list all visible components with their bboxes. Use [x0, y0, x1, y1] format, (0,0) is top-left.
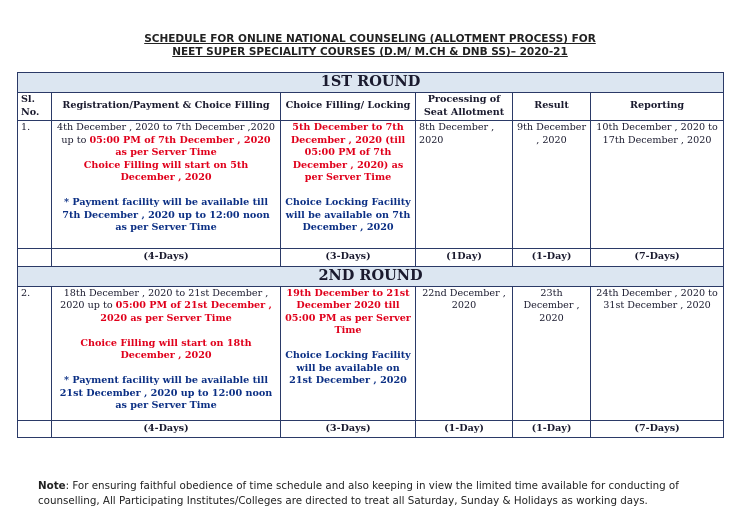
round-1-duration-reporting: (7-Days): [591, 249, 724, 267]
schedule-table: [17, 72, 724, 438]
round-2-header-row: [18, 266, 724, 286]
round-2-processing-date: 22nd December , 2020: [416, 286, 513, 420]
round-1-schedule-row: [18, 121, 724, 249]
round-1-choice-filling-window: 5th December to 7th December , 2020 (till 05:00 PM of 7th December , 2020) as per Server Time: [290, 122, 406, 183]
round-1-duration-processing: (1Day): [416, 249, 513, 267]
round-2-duration-processing: (1-Day): [416, 420, 513, 438]
round-2-title: 2ND ROUND: [18, 266, 724, 286]
round-2-choice-filling-start: Choice Filling will start on 18th December , 2020: [80, 337, 252, 361]
round-2-result-date: 23th December , 2020: [513, 286, 591, 420]
round-2-choice-filling-window: 19th December to 21st December 2020 till 05:00 PM as per Server Time: [285, 287, 411, 336]
round-2-duration-blank: [18, 420, 52, 438]
header-choice-filling: Choice Filling/ Locking: [281, 93, 416, 121]
round-1-processing-date: 8th December , 2020: [416, 121, 513, 249]
round-1-duration-registration: (4-Days): [52, 249, 281, 267]
round-1-registration-deadline: 05:00 PM of 7th December , 2020 as per Server Time: [89, 134, 271, 158]
header-registration: Registration/Payment & Choice Filling: [52, 93, 281, 121]
round-1-registration-dates: 4th December , 2020 to 7th December ,2020 up to: [56, 122, 276, 146]
round-1-result-date: 9th December , 2020: [513, 121, 591, 249]
document-title-line-1: SCHEDULE FOR ONLINE NATIONAL COUNSELING (ALLOTMENT PROCESS) FOR: [144, 33, 596, 45]
round-2-duration-row: [18, 420, 724, 438]
round-1-header-row: [18, 73, 724, 93]
round-2-schedule-row: [18, 286, 724, 420]
round-2-registration-dates: 18th December , 2020 to 21st December , 2020 up to: [60, 287, 269, 311]
note-label: Note: [38, 480, 66, 492]
round-2-sl-no: 2.: [18, 286, 52, 420]
round-1-choice-locking-note: Choice Locking Facility will be available on 7th December , 2020: [285, 197, 411, 233]
round-2-choice-cell: [281, 286, 416, 420]
round-1-title: 1ST ROUND: [18, 73, 724, 93]
round-1-duration-row: [18, 249, 724, 267]
round-2-reporting-dates: 24th December , 2020 to 31st December , 2020: [591, 286, 724, 420]
round-1-duration-choice: (3-Days): [281, 249, 416, 267]
header-result: Result: [513, 93, 591, 121]
column-header-row: [18, 93, 724, 121]
round-1-payment-note: * Payment facility will be available till 7th December , 2020 up to 12:00 noon as per Server Time: [62, 197, 270, 233]
header-processing: Processing of Seat Allotment: [416, 93, 513, 121]
note-text: : For ensuring faithful obedience of time schedule and also keeping in view the limited time available for conducting of counselling, All Participating Institutes/Colleges are directed to treat all Saturday, Sunday & Holidays as working days.: [38, 480, 679, 507]
round-1-choice-cell: [281, 121, 416, 249]
round-1-registration-cell: [52, 121, 281, 249]
note-paragraph: [38, 479, 723, 509]
round-2-registration-deadline: 05:00 PM of 21st December , 2020 as per Server Time: [100, 300, 272, 324]
round-2-duration-registration: (4-Days): [52, 420, 281, 438]
document-title-line-2: NEET SUPER SPECIALITY COURSES (D.M/ M.CH & DNB SS)– 2020-21: [172, 46, 568, 58]
round-1-duration-result: (1-Day): [513, 249, 591, 267]
round-2-duration-choice: (3-Days): [281, 420, 416, 438]
round-2-duration-reporting: (7-Days): [591, 420, 724, 438]
header-reporting: Reporting: [591, 93, 724, 121]
round-2-duration-result: (1-Day): [513, 420, 591, 438]
round-1-duration-blank: [18, 249, 52, 267]
header-sl-no: Sl. No.: [18, 93, 52, 121]
round-1-sl-no: 1.: [18, 121, 52, 249]
round-1-reporting-dates: 10th December , 2020 to 17th December , 2020: [591, 121, 724, 249]
round-2-choice-locking-note: Choice Locking Facility will be available on 21st December , 2020: [285, 350, 411, 386]
round-1-choice-filling-start: Choice Filling will start on 5th December , 2020: [83, 159, 249, 183]
round-2-registration-cell: [52, 286, 281, 420]
round-2-payment-note: * Payment facility will be available till 21st December , 2020 up to 12:00 noon as per Server Time: [59, 375, 273, 411]
